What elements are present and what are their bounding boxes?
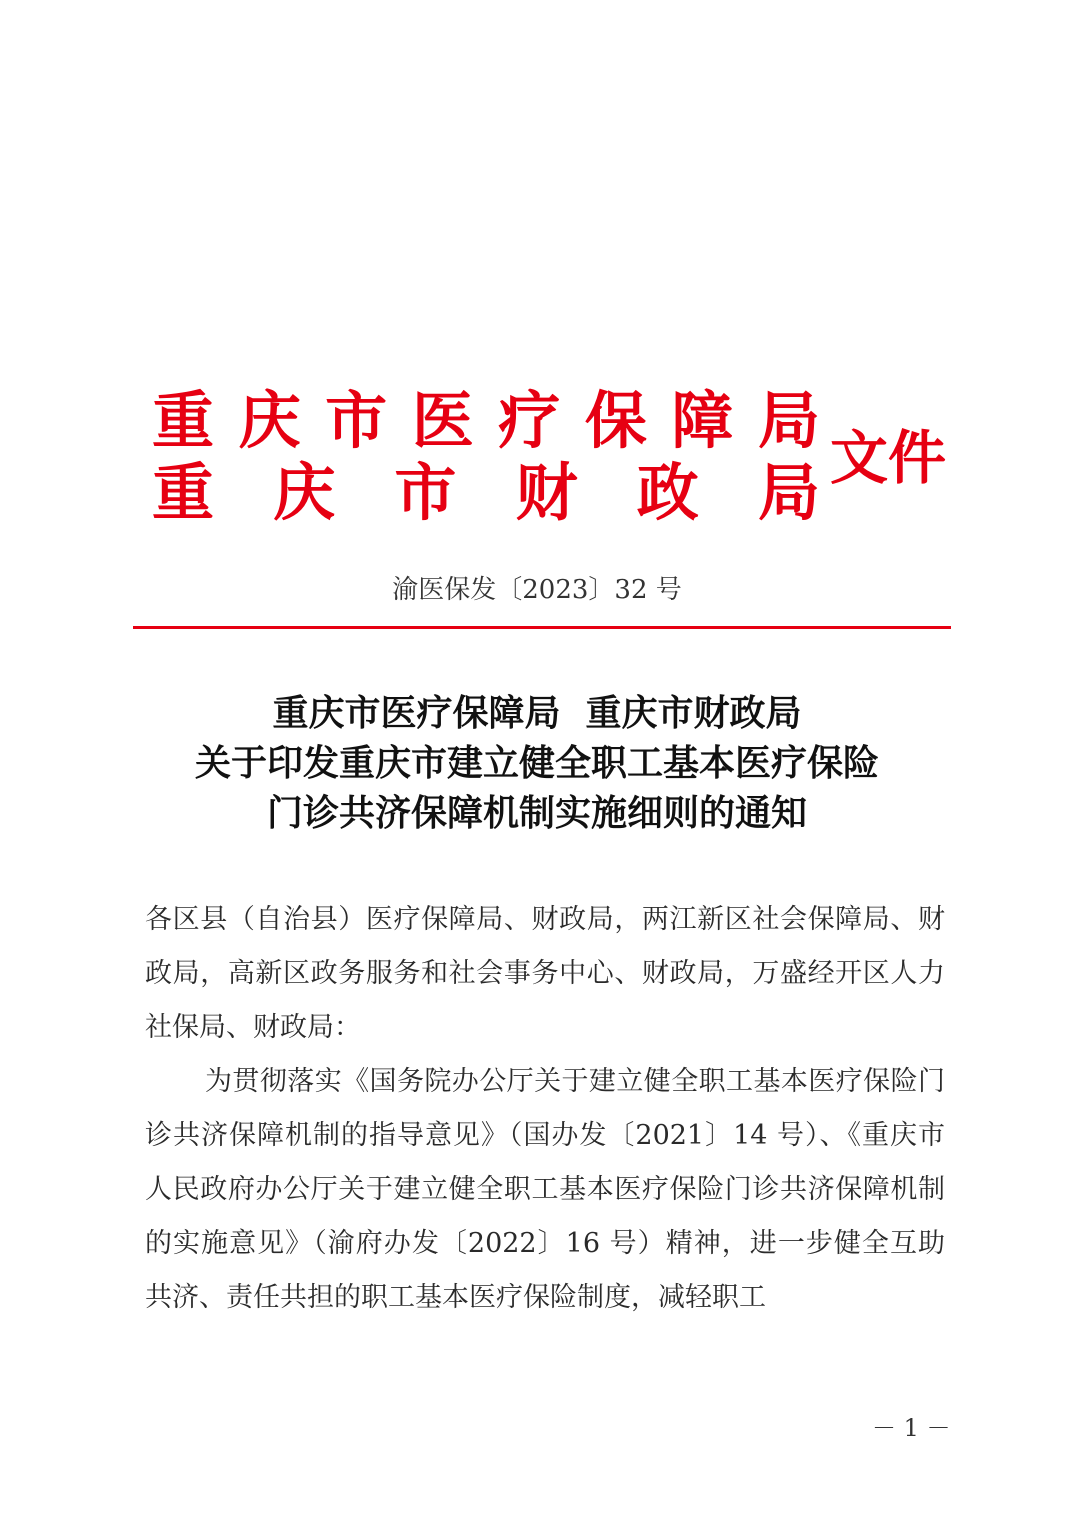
document-body: [145, 893, 945, 1325]
masthead-char: 局: [757, 456, 820, 529]
masthead-char: 重: [152, 384, 215, 457]
masthead-char: 重: [152, 456, 215, 529]
masthead-char: 庆: [238, 384, 301, 457]
red-divider-line: [133, 626, 951, 629]
masthead-line-1: [152, 384, 820, 457]
masthead-char: 市: [325, 384, 388, 457]
title-line-1: 重庆市医疗保障局 重庆市财政局: [272, 692, 802, 734]
masthead-char: 医: [411, 384, 474, 457]
document-title: [100, 688, 974, 838]
page-number: － 1 －: [872, 1414, 951, 1442]
masthead-char: 庆: [273, 456, 336, 529]
masthead-char: 局: [757, 384, 820, 457]
masthead-char: 政: [636, 456, 699, 529]
addressee-paragraph: 各区县（自治县）医疗保障局、财政局，两江新区社会保障局、财政局，高新区政务服务和社会事务中心、财政局，万盛经开区人力社保局、财政局：: [145, 904, 945, 1043]
document-number: 渝医保发〔2023〕32 号: [392, 575, 682, 605]
masthead-line-2: [152, 456, 820, 529]
title-line-3: 门诊共济保障机制实施细则的通知: [266, 792, 807, 834]
masthead-char: 财: [515, 456, 578, 529]
masthead-char: 保: [584, 384, 647, 457]
masthead-char: 市: [394, 456, 457, 529]
masthead-char: 疗: [498, 384, 561, 457]
masthead-suffix: 文件: [830, 424, 947, 492]
masthead: [152, 384, 952, 529]
title-line-2: 关于印发重庆市建立健全职工基本医疗保险: [194, 742, 879, 784]
body-paragraph-1: 为贯彻落实《国务院办公厅关于建立健全职工基本医疗保险门诊共济保障机制的指导意见》（国办发〔2021〕14 号）、《重庆市人民政府办公厅关于建立健全职工基本医疗保险门诊共济保障机制的实施意见》（渝府办发〔2022〕16 号）精神，进一步健全互助共济、责任共担的职工基本医疗保险制度，减轻职工: [145, 1066, 945, 1313]
masthead-char: 障: [671, 384, 734, 457]
